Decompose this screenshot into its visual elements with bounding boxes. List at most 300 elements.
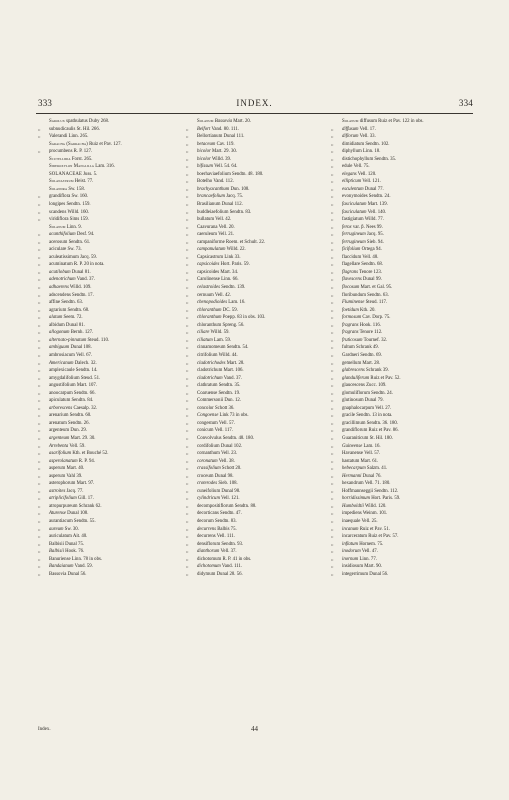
index-entry xyxy=(186,541,334,549)
reference: Dunal 98. xyxy=(220,488,241,494)
species-name: asperum xyxy=(49,473,66,479)
species-name: ciliatum xyxy=(197,337,213,343)
ditto-mark: ,, xyxy=(331,186,334,192)
ditto-mark: ,, xyxy=(186,156,189,162)
ditto-mark: ,, xyxy=(186,481,189,487)
reference: Mart. 28. xyxy=(361,360,381,366)
ditto-mark: ,, xyxy=(186,556,189,562)
species-name: chenopodioides xyxy=(197,300,228,306)
species-name: ferox xyxy=(342,224,352,230)
ditto-mark: ,, xyxy=(38,405,41,411)
index-entry xyxy=(38,450,186,458)
reference: Kth. et Bouché 52. xyxy=(71,451,109,457)
reference: Ait. 40. xyxy=(71,534,88,540)
ditto-mark: ,, xyxy=(331,126,334,132)
index-entry xyxy=(331,209,479,217)
reference: Vell. 27. xyxy=(373,405,392,411)
species-name: argenteum xyxy=(49,428,70,434)
index-entry xyxy=(38,548,186,556)
index-entry xyxy=(38,178,186,186)
ditto-mark: ,, xyxy=(38,269,41,275)
species-name: grandiflorum xyxy=(342,428,368,434)
reference: Vell. 21. xyxy=(216,232,235,238)
index-entry xyxy=(38,246,186,254)
species-name: adenotrichum xyxy=(49,277,76,283)
reference: Sendtn. 63. xyxy=(60,300,84,306)
index-entry xyxy=(331,201,479,209)
reference: Vand. 112. xyxy=(212,179,234,185)
reference: Dunal 56. xyxy=(66,571,87,577)
reference: Sw. 160. xyxy=(70,194,89,200)
reference: Vell. 17. xyxy=(358,126,376,132)
reference: Lam. 59. xyxy=(212,337,232,343)
index-entry xyxy=(331,224,479,232)
species-name: celastroides xyxy=(197,285,221,291)
index-entry xyxy=(38,276,186,284)
ditto-mark: ,, xyxy=(331,156,334,162)
ditto-mark: ,, xyxy=(38,239,41,245)
species-name: Bellortianum xyxy=(197,134,223,140)
index-entry xyxy=(38,458,186,466)
ditto-mark: ,, xyxy=(186,247,189,253)
species-name: capsicoides xyxy=(197,262,220,268)
ditto-mark: ,, xyxy=(331,526,334,532)
ditto-mark: ,, xyxy=(186,179,189,185)
reference: Vell. 59. xyxy=(68,443,86,449)
species-name: diffusum xyxy=(342,126,359,132)
species-name: longipes xyxy=(49,202,66,208)
ditto-mark: ,, xyxy=(186,360,189,366)
index-entry xyxy=(38,224,186,232)
ditto-mark: ,, xyxy=(186,224,189,230)
index-entry xyxy=(38,473,186,481)
index-entry xyxy=(186,465,334,473)
index-column-2 xyxy=(186,118,334,578)
reference: Mart. 61. xyxy=(359,458,379,464)
species-name: Arrebenta xyxy=(49,443,69,449)
ditto-mark: ,, xyxy=(331,315,334,321)
reference: Dun. 29. xyxy=(69,428,88,434)
index-entry xyxy=(38,186,186,194)
reference: Sendtn. 112. xyxy=(373,488,399,494)
index-entry xyxy=(186,344,334,352)
species-name: cladotrichum xyxy=(197,375,223,381)
ditto-mark: ,, xyxy=(331,503,334,509)
reference: Mart. et Gal. 95. xyxy=(359,285,393,291)
reference: Lam. 16. xyxy=(227,300,246,306)
species-name: Fluminense xyxy=(342,300,365,306)
ditto-mark: ,, xyxy=(331,481,334,487)
ditto-mark: ,, xyxy=(38,300,41,306)
index-entry xyxy=(186,412,334,420)
ditto-mark: ,, xyxy=(331,209,334,215)
index-entry xyxy=(186,216,334,224)
index-entry xyxy=(331,420,479,428)
ditto-mark: ,, xyxy=(331,352,334,358)
index-entry xyxy=(186,397,334,405)
index-entry xyxy=(186,163,334,171)
index-entry xyxy=(331,352,479,360)
index-entry xyxy=(38,495,186,503)
index-entry xyxy=(38,292,186,300)
reference: Jacq. 59. xyxy=(78,254,97,260)
genus-name: SOLANACEAE xyxy=(49,171,82,177)
index-column-1 xyxy=(38,118,186,578)
reference: Vell. 42. xyxy=(213,292,232,298)
ditto-mark: ,, xyxy=(331,262,334,268)
ditto-mark: ,, xyxy=(38,556,41,562)
reference: Sendtn. 13 in nota. xyxy=(355,413,393,419)
ditto-mark: ,, xyxy=(38,149,41,155)
index-entry xyxy=(186,518,334,526)
reference: Mart. 90. xyxy=(363,564,382,570)
reference: St. Hil. 266. xyxy=(75,126,100,132)
reference: Dunal 111. xyxy=(222,134,245,140)
species-name: boerhaviaefolium xyxy=(197,171,231,177)
ditto-mark: ,, xyxy=(38,435,41,441)
species-name: fultum xyxy=(342,345,355,351)
index-entry xyxy=(331,171,479,179)
index-entry xyxy=(331,231,479,239)
ditto-mark: ,, xyxy=(186,413,189,419)
index-entry xyxy=(331,556,479,564)
reference: Cav. 119. xyxy=(215,141,235,147)
reference: Tenore 112. xyxy=(358,330,383,336)
reference: Jacq. 75. xyxy=(224,194,244,200)
reference: Vell. 140. xyxy=(366,209,387,215)
index-entry xyxy=(186,571,334,579)
reference: Hook. 76. xyxy=(63,549,85,555)
ditto-mark: ,, xyxy=(331,307,334,313)
reference: Hook. 116. xyxy=(358,322,382,328)
ditto-mark: ,, xyxy=(331,217,334,223)
ditto-mark: ,, xyxy=(186,466,189,472)
ditto-mark: ,, xyxy=(38,413,41,419)
ditto-mark: ,, xyxy=(186,458,189,464)
species-name: flaccidum xyxy=(342,254,362,260)
reference: Willd. 59. xyxy=(209,330,230,336)
ditto-mark: ,, xyxy=(186,534,189,540)
species-name: atriplicifolium xyxy=(49,496,77,502)
index-entry xyxy=(331,126,479,134)
reference: Juss. 5. xyxy=(81,171,98,177)
index-entry xyxy=(186,563,334,571)
ditto-mark: ,, xyxy=(331,232,334,238)
reference: Vell. 75. xyxy=(352,164,370,170)
ditto-mark: ,, xyxy=(186,352,189,358)
ditto-mark: ,, xyxy=(38,473,41,479)
species-name: grandiflora xyxy=(49,194,71,200)
index-entry xyxy=(331,216,479,224)
species-name: Havanense xyxy=(342,451,364,457)
index-entry xyxy=(186,375,334,383)
index-entry xyxy=(331,322,479,330)
reference: Dunal 81. xyxy=(64,322,85,328)
species-name: bicolor xyxy=(197,156,211,162)
ditto-mark: ,, xyxy=(38,390,41,396)
index-entry xyxy=(38,443,186,451)
species-name: cuneifolium xyxy=(197,488,221,494)
ditto-mark: ,, xyxy=(38,564,41,570)
ditto-mark: ,, xyxy=(331,179,334,185)
ditto-mark: ,, xyxy=(331,564,334,570)
index-entry xyxy=(186,171,334,179)
ditto-mark: ,, xyxy=(38,247,41,253)
species-name: decurrens xyxy=(197,534,216,540)
index-entry xyxy=(331,495,479,503)
ditto-mark: ,, xyxy=(331,458,334,464)
index-entry xyxy=(186,360,334,368)
ditto-mark: ,, xyxy=(186,511,189,517)
index-entry xyxy=(38,510,186,518)
reference: Vell. 38. xyxy=(217,458,235,464)
reference: DC. 59. xyxy=(221,307,238,313)
page-header xyxy=(0,98,509,112)
ditto-mark: ,, xyxy=(331,330,334,336)
ditto-mark: ,, xyxy=(186,541,189,547)
reference: Link 73 in obs. xyxy=(218,413,249,419)
index-entry xyxy=(186,141,334,149)
reference: R. P. 127. xyxy=(72,149,93,155)
species-name: dichotomum xyxy=(197,556,222,562)
index-entry xyxy=(38,563,186,571)
species-name: glomuliflorum xyxy=(342,390,370,396)
reference: Ruiz et Pav. 51. xyxy=(358,526,390,532)
ditto-mark: ,, xyxy=(38,398,41,404)
genus-name: Solandra xyxy=(49,186,68,192)
index-entry xyxy=(331,548,479,556)
index-entry xyxy=(38,322,186,330)
reference: Linn. 77. xyxy=(358,556,377,562)
header-rule xyxy=(36,113,473,114)
reference: Vell. 37. xyxy=(219,549,237,555)
index-entry xyxy=(186,284,334,292)
reference: Dunal 98. xyxy=(213,473,234,479)
index-entry xyxy=(331,435,479,443)
genus-name: Sarolux xyxy=(49,119,65,124)
index-entry xyxy=(186,503,334,511)
ditto-mark: ,, xyxy=(331,496,334,502)
reference: Weinm. 101. xyxy=(361,511,388,517)
species-name: arborescens xyxy=(49,405,73,411)
ditto-mark: ,, xyxy=(186,503,189,509)
index-entry xyxy=(38,480,186,488)
index-entry xyxy=(186,201,334,209)
index-entry xyxy=(186,473,334,481)
reference: Sendtn. 63. xyxy=(365,292,389,298)
species-name: chloranthum xyxy=(197,315,222,321)
index-entry xyxy=(186,156,334,164)
index-entry xyxy=(38,526,186,534)
reference: Schrank 62. xyxy=(77,503,102,509)
index-entry xyxy=(331,427,479,435)
reference: Dunal 79. xyxy=(363,398,384,404)
ditto-mark: ,, xyxy=(186,217,189,223)
species-name: gracillimum xyxy=(342,420,366,426)
ditto-mark: ,, xyxy=(331,556,334,562)
reference: Sendtn. 14. xyxy=(74,368,98,374)
ditto-mark: ,, xyxy=(331,202,334,208)
reference: R. P. 20 in nota. xyxy=(72,262,105,268)
species-name: decompositiflorum xyxy=(197,503,234,509)
reference: Sendtn. 24. xyxy=(367,194,391,200)
reference: Schott 20. xyxy=(220,466,242,472)
index-entry xyxy=(186,148,334,156)
reference: Mart. 28. xyxy=(225,360,245,366)
species-name: albidum xyxy=(49,322,65,328)
ditto-mark: ,, xyxy=(331,149,334,155)
ditto-mark: ,, xyxy=(186,292,189,298)
species-name: viridiflora xyxy=(49,217,69,223)
species-name: gemellum xyxy=(342,360,362,366)
ditto-mark: ,, xyxy=(38,126,41,132)
ditto-mark: ,, xyxy=(331,518,334,524)
reference: Lam. 16. xyxy=(362,443,381,449)
index-entry xyxy=(38,337,186,345)
reference: Sendtn. 66. xyxy=(72,390,96,396)
ditto-mark: ,, xyxy=(331,473,334,479)
index-entry xyxy=(186,488,334,496)
page-footer xyxy=(0,725,509,735)
species-name: Humboldtii xyxy=(342,503,364,509)
index-entry xyxy=(38,126,186,134)
index-entry xyxy=(38,367,186,375)
index-entry xyxy=(38,571,186,579)
species-name: caeruleum xyxy=(197,232,217,238)
ditto-mark: ,, xyxy=(186,202,189,208)
index-entry xyxy=(186,480,334,488)
reference: Willd. 44. xyxy=(217,352,238,358)
index-entry xyxy=(331,254,479,262)
reference: Sw. 30. xyxy=(63,526,79,532)
species-name: inornum xyxy=(342,556,359,562)
reference: Mart. 106. xyxy=(222,368,244,374)
index-entry xyxy=(186,382,334,390)
ditto-mark: ,, xyxy=(186,526,189,532)
reference: St. Hil. 180. xyxy=(368,435,393,441)
index-entry xyxy=(186,548,334,556)
reference: Vell. 120. xyxy=(356,171,377,177)
reference: Salzm. 41. xyxy=(365,466,388,472)
ditto-mark: ,, xyxy=(38,451,41,457)
species-name: glaucescens xyxy=(342,383,365,389)
species-name: diflorum xyxy=(342,134,359,140)
ditto-mark: ,, xyxy=(38,209,41,215)
ditto-mark: ,, xyxy=(186,518,189,524)
index-entry xyxy=(331,156,479,164)
species-name: angustifolium xyxy=(49,383,76,389)
ditto-mark: ,, xyxy=(38,292,41,298)
species-name: ellipticum xyxy=(342,179,362,185)
reference: Willd. 39. xyxy=(210,156,232,162)
species-name: campanulatum xyxy=(197,247,226,253)
index-entry xyxy=(38,299,186,307)
ditto-mark: ,, xyxy=(186,451,189,457)
index-entry xyxy=(331,526,479,534)
reference: Linn. 9. xyxy=(65,224,82,230)
genus-name: Solanastrum xyxy=(49,179,74,185)
index-entry xyxy=(186,209,334,217)
species-name: Banuriense xyxy=(49,556,71,562)
ditto-mark: ,, xyxy=(186,315,189,321)
index-entry xyxy=(186,443,334,451)
ditto-mark: ,, xyxy=(38,285,41,291)
species-name: Commersonii xyxy=(197,398,224,404)
reference: Willd. 22. xyxy=(225,247,246,253)
reference: Mart. 107. xyxy=(75,383,97,389)
species-name: buddleiaefolium xyxy=(197,209,229,215)
species-name: ambrosiacum xyxy=(49,352,75,358)
ditto-mark: ,, xyxy=(331,511,334,517)
ditto-mark: ,, xyxy=(331,549,334,555)
species-name: impediens xyxy=(342,511,362,517)
ditto-mark: ,, xyxy=(38,315,41,321)
reference: Forst. 265. xyxy=(70,156,93,162)
reference: Sendtn. 35. xyxy=(217,383,241,389)
index-entry xyxy=(186,367,334,375)
index-entry xyxy=(331,193,479,201)
species-name: agrarium xyxy=(49,307,67,313)
ditto-mark: ,, xyxy=(186,488,189,494)
species-name: bullatum xyxy=(197,217,215,223)
ditto-mark: ,, xyxy=(186,443,189,449)
species-name: fruticosum xyxy=(342,337,363,343)
index-entry xyxy=(38,171,186,179)
reference: Bernh. 127. xyxy=(69,330,94,336)
species-name: asterophorum xyxy=(49,481,76,487)
species-name: Convolvulus xyxy=(197,435,222,441)
index-entry xyxy=(331,571,479,579)
reference: Sw. 73. xyxy=(66,247,82,253)
index-entry xyxy=(186,435,334,443)
species-name: chloranthum xyxy=(197,322,222,328)
reference: Mart. 29. 30. xyxy=(69,435,96,441)
species-name: alternato-pinnatum xyxy=(49,337,87,343)
reference: Tenore 123. xyxy=(358,269,382,275)
ditto-mark: ,, xyxy=(186,375,189,381)
species-name: flagrans xyxy=(342,269,358,275)
species-name: amplexicaule xyxy=(49,368,75,374)
species-name: integerrimum xyxy=(342,571,369,577)
index-entry xyxy=(186,276,334,284)
ditto-mark: ,, xyxy=(38,496,41,502)
reference: Sendtn. 68. xyxy=(360,262,384,268)
species-name: cernuum xyxy=(197,292,214,298)
index-entry xyxy=(38,352,186,360)
index-entry xyxy=(331,390,479,398)
index-entry xyxy=(331,510,479,518)
species-name: decurrens xyxy=(197,526,217,532)
index-entry xyxy=(186,126,334,134)
index-entry xyxy=(186,458,334,466)
species-name: inodorum xyxy=(342,549,361,555)
index-entry xyxy=(186,186,334,194)
index-entry xyxy=(38,420,186,428)
reference: Sendtn. 83. xyxy=(213,518,237,524)
species-name: hebecarpum xyxy=(342,466,366,472)
reference: Willd. 120. xyxy=(363,503,387,509)
index-entry xyxy=(331,473,479,481)
reference: Vell. 42. xyxy=(214,217,232,223)
reference: Vell. 54. 64. xyxy=(213,164,238,170)
index-entry xyxy=(38,156,186,164)
index-entry xyxy=(186,420,334,428)
species-name: brachyacanthum xyxy=(197,186,230,192)
index-entry xyxy=(38,314,186,322)
ditto-mark: ,, xyxy=(38,466,41,472)
reference: Dunal 81. xyxy=(70,269,91,275)
index-entry xyxy=(186,118,334,126)
